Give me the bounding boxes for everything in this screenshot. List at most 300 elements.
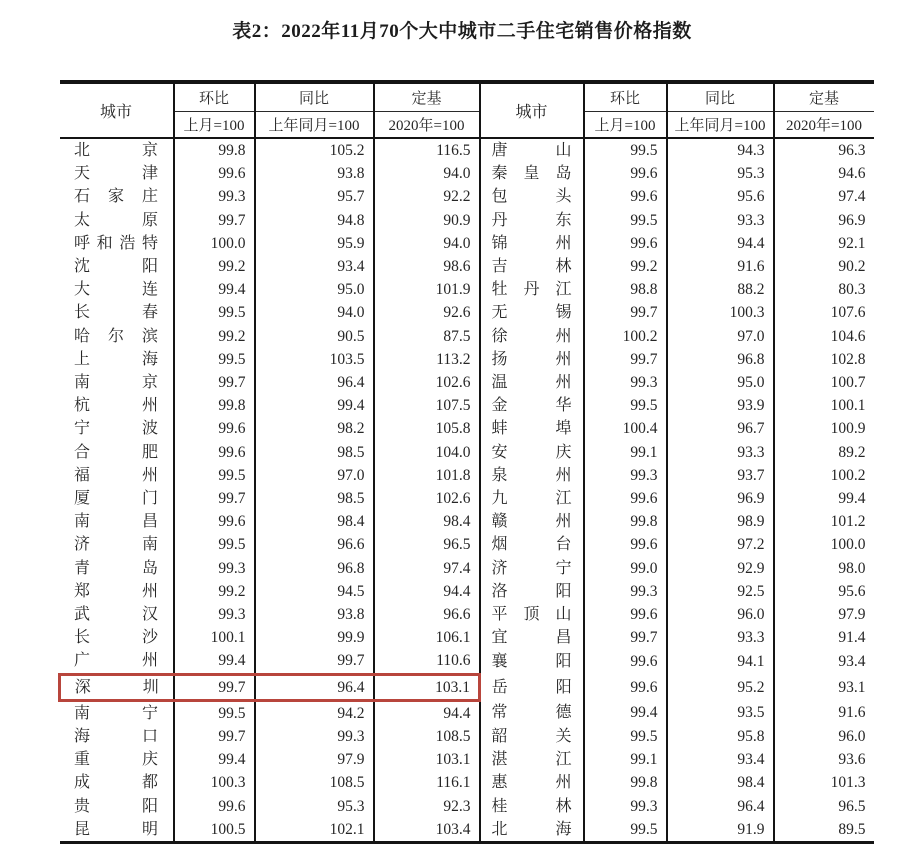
- city-name: 岳阳: [491, 678, 572, 696]
- value-cell: 92.6: [374, 301, 480, 324]
- city-cell: [480, 603, 584, 626]
- table-row: [60, 603, 874, 626]
- value-cell: 103.1: [374, 748, 480, 771]
- value-cell: 96.0: [667, 603, 774, 626]
- value-cell: 93.1: [774, 674, 874, 700]
- value-cell: 95.0: [667, 371, 774, 394]
- city-cell: [60, 325, 174, 348]
- city-cell: [480, 417, 584, 440]
- table-row: [60, 464, 874, 487]
- table-row: [60, 748, 874, 771]
- value-cell: 113.2: [374, 348, 480, 371]
- value-cell: 99.7: [584, 348, 667, 371]
- city-cell: [480, 557, 584, 580]
- value-cell: 95.9: [255, 232, 374, 255]
- city-cell: [480, 649, 584, 674]
- city-name: 襄阳: [491, 653, 572, 671]
- value-cell: 98.4: [374, 510, 480, 533]
- table-row: [60, 348, 874, 371]
- city-name: 南昌: [74, 513, 158, 531]
- city-name: 九江: [491, 490, 572, 508]
- table-row: [60, 649, 874, 674]
- value-cell: 99.3: [174, 185, 255, 208]
- city-cell: [480, 700, 584, 725]
- city-name: 贵阳: [74, 797, 158, 815]
- city-cell: [60, 441, 174, 464]
- city-cell: [480, 371, 584, 394]
- city-name: 桂林: [491, 797, 572, 815]
- city-name: 青岛: [74, 559, 158, 577]
- city-cell: [60, 603, 174, 626]
- value-cell: 99.1: [584, 441, 667, 464]
- value-cell: 99.3: [584, 371, 667, 394]
- value-cell: 99.6: [584, 533, 667, 556]
- city-cell: [60, 557, 174, 580]
- table-row: [60, 487, 874, 510]
- value-cell: 97.0: [667, 325, 774, 348]
- value-cell: 102.6: [374, 487, 480, 510]
- value-cell: 93.6: [774, 748, 874, 771]
- value-cell: 99.3: [584, 795, 667, 818]
- table-row: [60, 818, 874, 843]
- value-cell: 99.6: [584, 674, 667, 700]
- city-cell: [60, 301, 174, 324]
- value-cell: 99.6: [584, 487, 667, 510]
- value-cell: 100.7: [774, 371, 874, 394]
- value-cell: 103.1: [374, 674, 480, 700]
- city-cell: [60, 674, 174, 700]
- city-name: 海口: [74, 728, 158, 746]
- city-cell: [480, 325, 584, 348]
- table-row: [60, 580, 874, 603]
- city-cell: [60, 510, 174, 533]
- city-cell: [60, 185, 174, 208]
- city-cell: [480, 580, 584, 603]
- city-cell: [60, 626, 174, 649]
- city-cell: [480, 818, 584, 843]
- city-name: 常德: [491, 704, 572, 722]
- value-cell: 98.6: [374, 255, 480, 278]
- value-cell: 99.8: [174, 394, 255, 417]
- value-cell: 94.8: [255, 209, 374, 232]
- table-row: [60, 626, 874, 649]
- value-cell: 108.5: [255, 771, 374, 794]
- value-cell: 91.9: [667, 818, 774, 843]
- city-name: 宁波: [74, 420, 158, 438]
- value-cell: 107.5: [374, 394, 480, 417]
- table-row: [60, 394, 874, 417]
- city-cell: [480, 185, 584, 208]
- city-cell: [60, 818, 174, 843]
- value-cell: 94.3: [667, 138, 774, 162]
- value-cell: 91.6: [667, 255, 774, 278]
- value-cell: 92.2: [374, 185, 480, 208]
- value-cell: 99.6: [584, 649, 667, 674]
- city-cell: [60, 417, 174, 440]
- city-name: 丹东: [491, 211, 572, 229]
- city-name: 无锡: [491, 304, 572, 322]
- value-cell: 96.3: [774, 138, 874, 162]
- value-cell: 88.2: [667, 278, 774, 301]
- value-cell: 96.9: [667, 487, 774, 510]
- value-cell: 95.0: [255, 278, 374, 301]
- value-cell: 99.3: [174, 557, 255, 580]
- value-cell: 110.6: [374, 649, 480, 674]
- header-mom-left: 环比: [174, 82, 255, 112]
- table-header: [60, 82, 874, 138]
- value-cell: 99.8: [584, 771, 667, 794]
- city-name: 广州: [74, 652, 158, 670]
- city-cell: [480, 487, 584, 510]
- city-cell: [480, 771, 584, 794]
- header-fixedbase-right: 定基: [774, 82, 874, 112]
- city-name: 昆明: [74, 820, 158, 838]
- city-name: 呼和浩特: [74, 234, 158, 252]
- value-cell: 96.7: [667, 417, 774, 440]
- value-cell: 95.3: [667, 162, 774, 185]
- value-cell: 96.0: [774, 725, 874, 748]
- city-name: 韶关: [491, 728, 572, 746]
- value-cell: 92.3: [374, 795, 480, 818]
- value-cell: 99.5: [174, 301, 255, 324]
- value-cell: 99.5: [584, 394, 667, 417]
- value-cell: 95.8: [667, 725, 774, 748]
- value-cell: 93.8: [255, 162, 374, 185]
- table-row: [60, 441, 874, 464]
- table-row: [60, 795, 874, 818]
- page-title: 表2：2022年11月70个大中城市二手住宅销售价格指数: [232, 21, 692, 42]
- value-cell: 100.0: [174, 232, 255, 255]
- city-name: 武汉: [74, 606, 158, 624]
- table-row: [60, 162, 874, 185]
- value-cell: 94.2: [255, 700, 374, 725]
- value-cell: 99.6: [584, 185, 667, 208]
- value-cell: 93.9: [667, 394, 774, 417]
- city-name: 哈尔滨: [74, 327, 158, 345]
- city-cell: [480, 255, 584, 278]
- value-cell: 95.3: [255, 795, 374, 818]
- value-cell: 116.1: [374, 771, 480, 794]
- table-row: [60, 725, 874, 748]
- city-cell: [60, 771, 174, 794]
- city-cell: [480, 348, 584, 371]
- city-cell: [480, 232, 584, 255]
- value-cell: 99.5: [584, 818, 667, 843]
- value-cell: 99.2: [174, 255, 255, 278]
- table-row: [60, 510, 874, 533]
- value-cell: 97.9: [255, 748, 374, 771]
- city-name: 徐州: [491, 327, 572, 345]
- city-cell: [60, 487, 174, 510]
- value-cell: 99.6: [584, 232, 667, 255]
- value-cell: 96.9: [774, 209, 874, 232]
- value-cell: 96.4: [255, 371, 374, 394]
- city-cell: [60, 348, 174, 371]
- city-name: 太原: [74, 211, 158, 229]
- city-name: 杭州: [74, 397, 158, 415]
- value-cell: 97.4: [774, 185, 874, 208]
- value-cell: 96.8: [667, 348, 774, 371]
- value-cell: 94.5: [255, 580, 374, 603]
- price-index-table: [58, 80, 874, 844]
- value-cell: 92.9: [667, 557, 774, 580]
- header-yoy-base-right: 上年同月=100: [667, 112, 774, 139]
- value-cell: 94.0: [374, 162, 480, 185]
- header-yoy-right: 同比: [667, 82, 774, 112]
- value-cell: 93.4: [774, 649, 874, 674]
- value-cell: 105.8: [374, 417, 480, 440]
- value-cell: 99.5: [174, 533, 255, 556]
- value-cell: 100.1: [774, 394, 874, 417]
- header-city-left: 城市: [60, 82, 174, 138]
- table-row: [60, 325, 874, 348]
- table-row: [60, 700, 874, 725]
- header-row-sub: [60, 112, 874, 139]
- city-cell: [480, 441, 584, 464]
- city-cell: [480, 795, 584, 818]
- value-cell: 99.0: [584, 557, 667, 580]
- table-row: [60, 255, 874, 278]
- city-name: 长春: [74, 304, 158, 322]
- city-cell: [480, 278, 584, 301]
- value-cell: 100.2: [584, 325, 667, 348]
- value-cell: 107.6: [774, 301, 874, 324]
- value-cell: 99.3: [174, 603, 255, 626]
- value-cell: 99.4: [174, 278, 255, 301]
- city-name: 沈阳: [74, 258, 158, 276]
- value-cell: 96.4: [667, 795, 774, 818]
- value-cell: 93.4: [255, 255, 374, 278]
- value-cell: 99.6: [584, 603, 667, 626]
- value-cell: 96.8: [255, 557, 374, 580]
- value-cell: 99.6: [174, 510, 255, 533]
- city-cell: [480, 510, 584, 533]
- city-cell: [480, 626, 584, 649]
- city-name: 安庆: [491, 443, 572, 461]
- value-cell: 116.5: [374, 138, 480, 162]
- city-cell: [480, 674, 584, 700]
- city-cell: [60, 700, 174, 725]
- city-cell: [480, 209, 584, 232]
- value-cell: 102.6: [374, 371, 480, 394]
- value-cell: 95.6: [667, 185, 774, 208]
- city-cell: [60, 649, 174, 674]
- header-yoy-left: 同比: [255, 82, 374, 112]
- value-cell: 101.3: [774, 771, 874, 794]
- city-name: 秦皇岛: [491, 165, 572, 183]
- value-cell: 105.2: [255, 138, 374, 162]
- value-cell: 99.4: [584, 700, 667, 725]
- value-cell: 102.1: [255, 818, 374, 843]
- value-cell: 101.9: [374, 278, 480, 301]
- value-cell: 98.0: [774, 557, 874, 580]
- city-cell: [60, 394, 174, 417]
- value-cell: 94.0: [374, 232, 480, 255]
- value-cell: 103.5: [255, 348, 374, 371]
- value-cell: 89.2: [774, 441, 874, 464]
- city-name: 宜昌: [491, 629, 572, 647]
- value-cell: 99.6: [174, 441, 255, 464]
- city-cell: [60, 533, 174, 556]
- city-name: 北京: [74, 142, 158, 159]
- table-row: [60, 371, 874, 394]
- value-cell: 102.8: [774, 348, 874, 371]
- value-cell: 96.6: [374, 603, 480, 626]
- city-cell: [60, 209, 174, 232]
- value-cell: 90.5: [255, 325, 374, 348]
- value-cell: 99.6: [174, 162, 255, 185]
- city-cell: [480, 748, 584, 771]
- city-name: 烟台: [491, 536, 572, 554]
- city-cell: [60, 255, 174, 278]
- value-cell: 104.6: [774, 325, 874, 348]
- city-cell: [480, 464, 584, 487]
- value-cell: 99.7: [174, 209, 255, 232]
- table-row: [60, 209, 874, 232]
- value-cell: 95.6: [774, 580, 874, 603]
- value-cell: 95.7: [255, 185, 374, 208]
- value-cell: 99.6: [174, 795, 255, 818]
- city-name: 锦州: [491, 234, 572, 252]
- city-name: 重庆: [74, 751, 158, 769]
- table-row: [60, 557, 874, 580]
- city-cell: [480, 725, 584, 748]
- value-cell: 93.3: [667, 209, 774, 232]
- city-cell: [60, 278, 174, 301]
- value-cell: 94.1: [667, 649, 774, 674]
- city-name: 吉林: [491, 258, 572, 276]
- city-cell: [60, 725, 174, 748]
- value-cell: 99.9: [255, 626, 374, 649]
- city-name: 石家庄: [74, 188, 158, 206]
- city-name: 湛江: [491, 751, 572, 769]
- value-cell: 99.3: [255, 725, 374, 748]
- city-name: 泉州: [491, 466, 572, 484]
- city-name: 济宁: [491, 559, 572, 577]
- value-cell: 94.4: [667, 232, 774, 255]
- table-row: [60, 533, 874, 556]
- value-cell: 97.0: [255, 464, 374, 487]
- value-cell: 99.1: [584, 748, 667, 771]
- value-cell: 98.4: [667, 771, 774, 794]
- value-cell: 101.8: [374, 464, 480, 487]
- value-cell: 99.7: [174, 725, 255, 748]
- value-cell: 93.5: [667, 700, 774, 725]
- city-name: 洛阳: [491, 582, 572, 600]
- value-cell: 100.0: [774, 533, 874, 556]
- table-row: [60, 185, 874, 208]
- value-cell: 99.5: [174, 700, 255, 725]
- value-cell: 92.1: [774, 232, 874, 255]
- city-cell: [60, 162, 174, 185]
- table-row: [60, 417, 874, 440]
- value-cell: 91.6: [774, 700, 874, 725]
- value-cell: 100.4: [584, 417, 667, 440]
- value-cell: 99.5: [174, 464, 255, 487]
- header-fixedbase-left: 定基: [374, 82, 480, 112]
- value-cell: 98.2: [255, 417, 374, 440]
- value-cell: 99.5: [174, 348, 255, 371]
- value-cell: 90.2: [774, 255, 874, 278]
- value-cell: 94.4: [374, 700, 480, 725]
- city-cell: [60, 138, 174, 162]
- header-row-main: [60, 82, 874, 112]
- city-name: 大连: [74, 281, 158, 299]
- value-cell: 99.7: [255, 649, 374, 674]
- header-city-right: 城市: [480, 82, 584, 138]
- city-cell: [480, 162, 584, 185]
- value-cell: 103.4: [374, 818, 480, 843]
- value-cell: 97.4: [374, 557, 480, 580]
- city-name: 唐山: [491, 142, 572, 159]
- table-row: [60, 278, 874, 301]
- city-name: 扬州: [491, 350, 572, 368]
- city-name: 温州: [491, 374, 572, 392]
- value-cell: 104.0: [374, 441, 480, 464]
- city-cell: [60, 795, 174, 818]
- header-fixed-base-left: 2020年=100: [374, 112, 480, 139]
- value-cell: 87.5: [374, 325, 480, 348]
- value-cell: 108.5: [374, 725, 480, 748]
- value-cell: 100.9: [774, 417, 874, 440]
- value-cell: 100.3: [667, 301, 774, 324]
- value-cell: 91.4: [774, 626, 874, 649]
- city-cell: [480, 533, 584, 556]
- city-name: 天津: [74, 165, 158, 183]
- value-cell: 99.6: [174, 417, 255, 440]
- value-cell: 98.4: [255, 510, 374, 533]
- value-cell: 99.7: [584, 626, 667, 649]
- table-row: [60, 301, 874, 324]
- city-name: 厦门: [74, 490, 158, 508]
- header-mom-right: 环比: [584, 82, 667, 112]
- city-name: 福州: [74, 466, 158, 484]
- city-name: 长沙: [74, 629, 158, 647]
- table-body: [60, 138, 874, 843]
- city-name: 合肥: [74, 443, 158, 461]
- value-cell: 98.8: [584, 278, 667, 301]
- value-cell: 100.1: [174, 626, 255, 649]
- value-cell: 99.2: [174, 580, 255, 603]
- value-cell: 94.6: [774, 162, 874, 185]
- value-cell: 97.2: [667, 533, 774, 556]
- value-cell: 99.3: [584, 464, 667, 487]
- value-cell: 99.7: [584, 301, 667, 324]
- city-name: 深圳: [74, 678, 159, 696]
- city-cell: [480, 301, 584, 324]
- value-cell: 92.5: [667, 580, 774, 603]
- value-cell: 99.5: [584, 138, 667, 162]
- value-cell: 99.2: [584, 255, 667, 278]
- city-cell: [60, 748, 174, 771]
- value-cell: 99.7: [174, 674, 255, 700]
- value-cell: 99.5: [584, 209, 667, 232]
- city-name: 南京: [74, 374, 158, 392]
- city-cell: [480, 394, 584, 417]
- value-cell: 99.3: [584, 580, 667, 603]
- value-cell: 98.5: [255, 441, 374, 464]
- value-cell: 98.9: [667, 510, 774, 533]
- city-cell: [60, 371, 174, 394]
- value-cell: 80.3: [774, 278, 874, 301]
- city-name: 上海: [74, 350, 158, 368]
- value-cell: 96.6: [255, 533, 374, 556]
- value-cell: 94.4: [374, 580, 480, 603]
- value-cell: 99.6: [584, 162, 667, 185]
- table-row: [60, 232, 874, 255]
- header-mom-base-right: 上月=100: [584, 112, 667, 139]
- value-cell: 93.3: [667, 626, 774, 649]
